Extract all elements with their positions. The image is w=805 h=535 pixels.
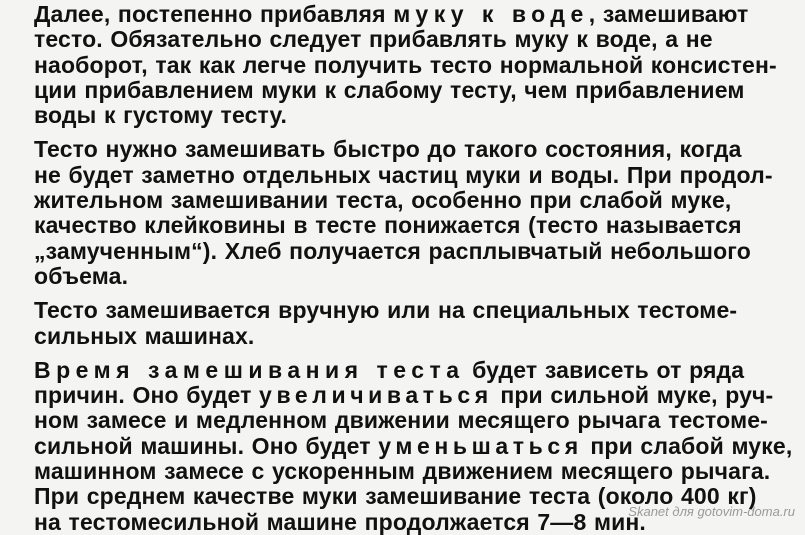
text-line: сильных машинах. [34,322,255,349]
text-line: Время замешивания теста будет зависеть от ряда [34,356,745,383]
text-line: Тесто нужно замешивать быстро до такого состояния, когда [34,136,742,163]
text-line: сильной машины. Оно будет уменьшаться при слабой муке, [34,432,793,459]
text-line: воды к густому тесту. [34,102,287,129]
text-line: тесто. Обязательно следует прибавлять муку к воде, а не [34,26,713,53]
text-line: причин. Оно будет увеличиваться при сильной муке, руч- [34,382,774,409]
text-line: не будет заметно отдельных частиц муки и воды. При продол- [34,161,773,188]
paragraph-2 [6,137,799,289]
emphasis: увеличиваться [259,382,493,409]
emphasis: муку к воде [393,1,589,27]
text-line: жительном замешивании теста, особенно при слабой муке, [34,187,732,214]
text-line: Далее, постепенно прибавляя муку к воде, замешивают [34,1,749,27]
emphasis: уменьшаться [378,432,583,459]
paragraph-3 [6,298,799,349]
text-line: „замученным“). Хлеб получается расплывчатый небольшого [34,237,751,264]
text-line: качество клейковины в тесте понижается (тесто называется [34,212,742,239]
text-line: При среднем качестве муки замешивание теста (около 400 кг) [34,483,757,510]
text-line: на тестомесильной машине продолжается 7—8 мин. [34,508,646,535]
text-line: наоборот, так как легче получить тесто нормальной консистен- [34,51,777,78]
emphasis: Время замешивания теста [34,356,465,383]
text-line: Тесто замешивается вручную или на специальных тестоме- [34,297,738,324]
watermark: Skanet для gotovim-doma.ru [628,504,795,519]
text-line: ном замесе и медленном движении месящего рычага тестоме- [34,407,768,434]
text-line: объема. [34,262,129,289]
text-line: машинном замесе с ускоренным движением месящего рычага. [34,458,771,485]
text-line: ции прибавлением муки к слабому тесту, чем прибавлением [34,76,745,103]
paragraph-1 [6,2,799,128]
